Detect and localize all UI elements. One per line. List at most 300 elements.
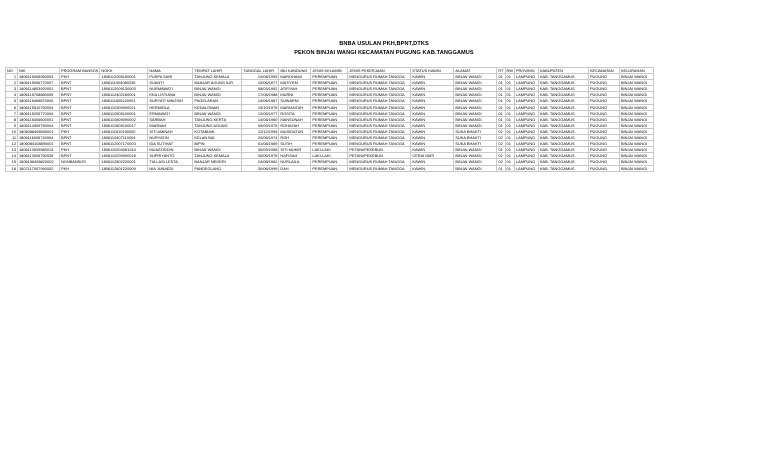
- table-cell: 01: [505, 116, 514, 122]
- table-cell: KAB. TANGGAMUS: [538, 128, 588, 134]
- table-cell: 30/06/1975: [242, 153, 279, 159]
- table-cell: BINJAI WANGI: [454, 159, 497, 165]
- table-cell: 1806110209090018: [100, 153, 148, 159]
- table-cell: 01: [497, 98, 505, 104]
- table-cell: PUSPA SARI: [148, 74, 193, 80]
- table-cell: MENGURUS RUMAH TANGGA: [348, 116, 411, 122]
- table-cell: BINJAI WANGI: [619, 92, 653, 98]
- table-row: [6, 80, 654, 86]
- table-cell: 1806115008950003: [18, 74, 60, 80]
- table-cell: LAMPUNG: [514, 122, 538, 128]
- column-header: NOKK: [100, 68, 148, 74]
- table-cell: BIPIN: [193, 141, 242, 147]
- table-cell: 7: [6, 110, 18, 116]
- table-row: [6, 116, 654, 122]
- table-cell: 1806115708880005: [18, 92, 60, 98]
- table-cell: MARNAH: [148, 122, 193, 128]
- table-cell: KAB. TANGGAMUS: [538, 141, 588, 147]
- table-cell: BINJAI WANGI: [193, 110, 242, 116]
- table-cell: KAB. TANGGAMUS: [538, 165, 588, 171]
- table-cell: 02: [497, 141, 505, 147]
- table-cell: 1806156408620002: [18, 159, 60, 165]
- table-row: [6, 92, 654, 98]
- table-cell: 1806110204081244: [100, 147, 148, 153]
- table-cell: 01: [497, 80, 505, 86]
- table-cell: 1806111004080235: [100, 80, 148, 86]
- table-cell: 1806112007170003: [100, 141, 148, 147]
- table-cell: NURYATIN: [148, 135, 193, 141]
- table-cell: SITI MUKIR: [279, 147, 311, 153]
- table-cell: BANJAR AGUNG ILIR: [193, 80, 242, 86]
- table-cell: TANJUNG KERTA: [193, 116, 242, 122]
- table-cell: PETANI/PEKEBUN: [348, 147, 411, 153]
- table-cell: PEREMPUAN: [311, 159, 348, 165]
- table-cell: ROHAYAH: [279, 122, 311, 128]
- table-cell: 01/08/1989: [242, 141, 279, 147]
- table-cell: PETANI/PEKEBUN: [348, 153, 411, 159]
- table-cell: 02: [497, 128, 505, 134]
- table-cell: IDA SUTIHAT: [148, 141, 193, 147]
- table-cell: MENGURUS RUMAH TANGGA: [348, 74, 411, 80]
- table-cell: LAMPUNG: [514, 98, 538, 104]
- table-cell: 13: [6, 147, 18, 153]
- table-cell: 1806115510750004: [18, 104, 60, 110]
- table-cell: MENGURUS RUMAH TANGGA: [348, 86, 411, 92]
- table-cell: SUPRIYANTO: [148, 153, 193, 159]
- column-header: TANGGAL LAHIR: [242, 68, 279, 74]
- table-cell: 01: [497, 147, 505, 153]
- table-cell: MURNI: [279, 92, 311, 98]
- table-cell: PKH: [60, 147, 100, 153]
- table-cell: 9: [6, 122, 18, 128]
- table-cell: BINJAI WANGI: [454, 98, 497, 104]
- table-cell: 01: [497, 92, 505, 98]
- table-cell: 01: [505, 128, 514, 134]
- table-cell: KAB. TANGGAMUS: [538, 122, 588, 128]
- table-cell: ROSITA: [279, 110, 311, 116]
- column-header: JENIS PEKERJAAN: [348, 68, 411, 74]
- table-row: [6, 86, 654, 92]
- table-cell: LAMPUNG: [514, 128, 538, 134]
- table-cell: 15/10/1975: [242, 104, 279, 110]
- table-cell: BINJAI WANGI: [193, 92, 242, 98]
- table-row: [6, 153, 654, 159]
- table-cell: BPNT: [60, 80, 100, 86]
- table-cell: EKA LISTIANA: [148, 92, 193, 98]
- table-cell: KAWIN: [411, 135, 454, 141]
- table-cell: 6: [6, 104, 18, 110]
- table-cell: BINJAI WANGI: [619, 141, 653, 147]
- report-subtitle: PEKON BINJAI WANGI KECAMATAN PUGUNG KAB.TANGGAMUS: [294, 50, 474, 56]
- table-cell: KAB. TANGGAMUS: [538, 153, 588, 159]
- table-cell: KAB. TANGGAMUS: [538, 110, 588, 116]
- table-cell: 1806110407110004: [100, 135, 148, 141]
- table-cell: BINJAI WANGI: [454, 116, 497, 122]
- table-cell: 1806115205770004: [18, 110, 60, 116]
- table-cell: PEREMPUAN: [311, 122, 348, 128]
- table-cell: LAMPUNG: [514, 92, 538, 98]
- table-cell: PKH: [60, 165, 100, 171]
- table-cell: MAROHAMI: [279, 74, 311, 80]
- table-cell: KAWIN: [411, 80, 454, 86]
- column-header: STATUS KAWIN: [411, 68, 454, 74]
- table-cell: 02: [497, 159, 505, 165]
- table-cell: PUGUNG: [588, 74, 619, 80]
- column-header: KECAMATAN: [588, 68, 619, 74]
- table-cell: LAMPUNG: [514, 135, 538, 141]
- table-cell: BPNT: [60, 153, 100, 159]
- table-cell: BPNT: [60, 135, 100, 141]
- table-cell: BINJAI WANGI: [619, 122, 653, 128]
- table-cell: 8: [6, 116, 18, 122]
- table-cell: 1: [6, 74, 18, 80]
- table-cell: 08/03/1992: [242, 86, 279, 92]
- table-cell: PUGUNG: [588, 80, 619, 86]
- table-cell: ATIFIYAH: [279, 86, 311, 92]
- table-cell: PUGUNG: [588, 153, 619, 159]
- table-cell: PEREMPUAN: [311, 92, 348, 98]
- table-cell: BPNT: [60, 92, 100, 98]
- table-cell: LAMPUNG: [514, 74, 538, 80]
- table-cell: BINJAI WANGI: [619, 98, 653, 104]
- table-cell: BINJAI WANGI: [454, 92, 497, 98]
- table-cell: 01: [505, 147, 514, 153]
- table-cell: 1806110809090002: [100, 116, 148, 122]
- table-cell: 17/08/1988: [242, 92, 279, 98]
- column-header: NAMA: [148, 68, 193, 74]
- table-cell: 30/06/1999: [242, 165, 279, 171]
- table-cell: 1806116006740004: [18, 135, 60, 141]
- table-cell: KAWIN: [411, 116, 454, 122]
- table-cell: KAWIN: [411, 110, 454, 116]
- table-cell: 01: [497, 104, 505, 110]
- table-cell: LAMPUNG: [514, 141, 538, 147]
- table-cell: PUGUNG: [588, 165, 619, 171]
- table-cell: BINJAI WANGI: [454, 104, 497, 110]
- table-cell: LAKI-LAKI: [311, 153, 348, 159]
- table-cell: MENGURUS RUMAH TANGGA: [348, 110, 411, 116]
- table-cell: KAB. TANGGAMUS: [538, 98, 588, 104]
- table-cell: BINJAI WANGI: [619, 104, 653, 110]
- table-cell: SARBAH: [148, 116, 193, 122]
- table-cell: NAFISAH: [279, 153, 311, 159]
- table-header-row: [6, 68, 654, 74]
- table-cell: BINJAI WANGI: [454, 165, 497, 171]
- table-cell: NIA JUNAEDI: [148, 165, 193, 171]
- table-cell: KAB. TANGGAMUS: [538, 135, 588, 141]
- table-cell: BPNT: [60, 98, 100, 104]
- table-cell: 4: [6, 92, 18, 98]
- table-row: [6, 98, 654, 104]
- table-cell: BINJAI WANGI: [619, 128, 653, 134]
- table-cell: BPNT: [60, 122, 100, 128]
- table-cell: PUGUNG: [588, 128, 619, 134]
- table-cell: 1806115006770007: [18, 80, 60, 86]
- table-cell: TANJUNG KEMALA: [193, 74, 242, 80]
- table-cell: BPNT: [60, 110, 100, 116]
- table-cell: PEREMPUAN: [311, 86, 348, 92]
- table-cell: KAWIN: [411, 128, 454, 134]
- table-cell: PUGUNG: [588, 92, 619, 98]
- table-cell: BINJAI WANGI: [619, 153, 653, 159]
- table-cell: 01: [497, 116, 505, 122]
- table-cell: PUGUNG: [588, 116, 619, 122]
- table-cell: 01: [505, 92, 514, 98]
- table-cell: 01: [505, 141, 514, 147]
- table-cell: 01: [505, 153, 514, 159]
- table-row: [6, 110, 654, 116]
- table-cell: 1806113006750026: [18, 153, 60, 159]
- beneficiary-table: [5, 67, 654, 172]
- table-row: [6, 104, 654, 110]
- table-cell: BINJAI WANGI: [193, 86, 242, 92]
- table-cell: BINJAI WANGI: [454, 153, 497, 159]
- table-cell: 1806112601220009: [100, 165, 148, 171]
- table-row: [6, 122, 654, 128]
- table-cell: 1806112009130003: [100, 86, 148, 92]
- table-cell: PAGELARAN: [193, 98, 242, 104]
- table-cell: BPNT: [60, 86, 100, 92]
- table-cell: MENGURUS RUMAH TANGGA: [348, 128, 411, 134]
- table-cell: 1806115406870005: [18, 98, 60, 104]
- table-cell: 24/08/1962: [242, 159, 279, 165]
- table-cell: SUKA BHAKTI: [454, 128, 497, 134]
- table-cell: TANJUNG AGUNG: [193, 122, 242, 128]
- table-cell: 1806114803920001: [18, 86, 60, 92]
- table-cell: MENGURUS RUMAH TANGGA: [348, 92, 411, 98]
- table-cell: LAMPUNG: [514, 116, 538, 122]
- column-header: KELURAHAN: [619, 68, 653, 74]
- table-cell: 01: [505, 98, 514, 104]
- table-cell: KAB. TANGGAMUS: [538, 104, 588, 110]
- column-header: NO: [6, 68, 18, 74]
- table-cell: KAB. TANGGAMUS: [538, 80, 588, 86]
- table-cell: KAWIN: [411, 86, 454, 92]
- table-cell: BINJAI WANGI: [619, 116, 653, 122]
- table-cell: 10: [6, 128, 18, 134]
- column-header: RW: [506, 68, 513, 73]
- table-cell: 02: [497, 153, 505, 159]
- table-cell: 01: [505, 135, 514, 141]
- table-cell: KEDALOMAN: [193, 104, 242, 110]
- table-row: [6, 135, 654, 141]
- table-cell: LAMPUNG: [514, 110, 538, 116]
- table-cell: MENGURUS RUMAH TANGGA: [348, 159, 411, 165]
- table-cell: BINJAI WANGI: [619, 80, 653, 86]
- table-cell: LAMPUNG: [514, 104, 538, 110]
- table-cell: 01: [497, 110, 505, 116]
- table-cell: 01: [505, 122, 514, 128]
- table-cell: BPNT: [60, 141, 100, 147]
- table-row: [6, 141, 654, 147]
- table-cell: 16: [6, 165, 18, 171]
- table-cell: PEREMPUAN: [311, 98, 348, 104]
- table-cell: SUWARNI: [279, 98, 311, 104]
- column-header: PROGRAM BANSOS: [61, 68, 99, 73]
- table-cell: 1807117007990002: [18, 165, 60, 171]
- table-cell: PUGUNG: [588, 135, 619, 141]
- report-header: [0, 40, 768, 58]
- table-cell: 01: [497, 86, 505, 92]
- table-cell: SITI AMINAH: [148, 128, 193, 134]
- table-cell: 10/08/1995: [242, 74, 279, 80]
- table-cell: MENGURUS RUMAH TANGGA: [348, 122, 411, 128]
- table-cell: LAKI-LAKI: [311, 147, 348, 153]
- table-cell: 12/12/1994: [242, 128, 279, 134]
- table-cell: BANJAR NEGERI: [193, 159, 242, 165]
- table-cell: SURYATI NINGSIH: [148, 98, 193, 104]
- table-cell: KAB. TANGGAMUS: [538, 92, 588, 98]
- table-cell: 01: [497, 74, 505, 80]
- table-row: [6, 147, 654, 153]
- table-cell: MENGURUS RUMAH TANGGA: [348, 104, 411, 110]
- table-cell: PUGUNG: [588, 110, 619, 116]
- table-cell: KAWIN: [411, 159, 454, 165]
- table-cell: KOTABUMI: [193, 128, 242, 134]
- table-cell: MUSIDATUN: [279, 128, 311, 134]
- table-row: [6, 165, 654, 171]
- report-title: BNBA USULAN PKH,BPNT,DTKS: [339, 41, 429, 47]
- table-cell: KAWIN: [411, 141, 454, 147]
- table-cell: 1806084108890001: [18, 141, 60, 147]
- table-cell: 14: [6, 153, 18, 159]
- table-cell: 01: [505, 74, 514, 80]
- table-row: [6, 159, 654, 165]
- table-cell: 1806114909750004: [18, 122, 60, 128]
- table-cell: BINJAI WANGI: [619, 159, 653, 165]
- table-cell: ROH: [279, 135, 311, 141]
- table-cell: LAMPUNG: [514, 165, 538, 171]
- table-cell: 01: [505, 110, 514, 116]
- table-cell: KAB. TANGGAMUS: [538, 147, 588, 153]
- table-cell: KAWIN: [411, 98, 454, 104]
- column-header: NIK: [18, 68, 60, 74]
- table-cell: 1806112402160001: [100, 92, 148, 98]
- table-cell: KAB. TANGGAMUS: [538, 116, 588, 122]
- table-cell: BINJAI WANGI: [454, 74, 497, 80]
- table-cell: 01: [505, 104, 514, 110]
- table-cell: PEREMPUAN: [311, 141, 348, 147]
- table-cell: 01: [497, 122, 505, 128]
- table-cell: BINJAI WANGI: [619, 74, 653, 80]
- table-cell: PEREMPUAN: [311, 135, 348, 141]
- table-cell: LAMPUNG: [514, 80, 538, 86]
- table-cell: 20/06/1974: [242, 135, 279, 141]
- table-cell: 14/06/1960: [242, 116, 279, 122]
- table-cell: NURMAWATI: [148, 86, 193, 92]
- column-header: ALAMAT: [454, 68, 497, 74]
- table-cell: 12/05/1977: [242, 110, 279, 116]
- table-cell: MENGURUS RUMAH TANGGA: [348, 165, 411, 171]
- table-cell: LAMPUNG: [514, 159, 538, 165]
- table-cell: SUKA BHAKTI: [454, 141, 497, 147]
- table-cell: PUGUNG: [588, 86, 619, 92]
- table-cell: KAWIN: [411, 147, 454, 153]
- column-header: TEMPAT LAHIR: [193, 68, 242, 74]
- table-cell: 01: [505, 159, 514, 165]
- table-cell: KAB. TANGGAMUS: [538, 86, 588, 92]
- table-cell: PUGUNG: [588, 159, 619, 165]
- table-cell: PEREMPUAN: [311, 165, 348, 171]
- table-cell: 01: [497, 165, 505, 171]
- table-row: [6, 74, 654, 80]
- column-header: JENIS KELAMIN: [311, 68, 348, 74]
- table-cell: 1806112809100017: [100, 122, 148, 128]
- table-cell: 1806112005150001: [100, 74, 148, 80]
- table-cell: MUAZZIDDIN: [148, 147, 193, 153]
- table-cell: PEREMPUAN: [311, 110, 348, 116]
- table-cell: KAWIN: [411, 165, 454, 171]
- table-cell: KAB. TANGGAMUS: [538, 74, 588, 80]
- table-cell: BPNT: [60, 116, 100, 122]
- table-cell: 12: [6, 141, 18, 147]
- table-cell: BINJAI WANGI: [619, 86, 653, 92]
- table-cell: BPNT: [60, 104, 100, 110]
- table-cell: PEREMPUAN: [311, 74, 348, 80]
- table-cell: PEREMPUAN: [311, 104, 348, 110]
- table-cell: 5: [6, 98, 18, 104]
- table-cell: KAWIN: [411, 74, 454, 80]
- table-cell: PKH: [60, 128, 100, 134]
- table-cell: KAWIN: [411, 122, 454, 128]
- table-cell: BINJAI WANGI: [619, 135, 653, 141]
- column-header: IBU KANDUNG: [279, 68, 311, 74]
- table-row: [6, 128, 654, 134]
- table-cell: LAMPUNG: [514, 153, 538, 159]
- table-cell: MARIANTAH: [279, 104, 311, 110]
- table-cell: DAH: [279, 165, 311, 171]
- table-cell: TANJUNG KEMALA: [193, 153, 242, 159]
- table-cell: PUGUNG: [588, 104, 619, 110]
- table-cell: 3: [6, 86, 18, 92]
- table-cell: BINJAI WANGI: [454, 147, 497, 153]
- table-cell: 1806110309090021: [100, 104, 148, 110]
- table-cell: 1806112802220001: [100, 159, 148, 165]
- table-cell: BINJAI WANGI: [454, 110, 497, 116]
- table-cell: PKH: [60, 74, 100, 80]
- column-header: PROVINSI: [514, 68, 538, 74]
- table-cell: LAMPUNG: [514, 147, 538, 153]
- table-cell: LAMPUNG: [514, 86, 538, 92]
- table-cell: 1806111810190002: [100, 128, 148, 134]
- table-cell: BINJAI WANGI: [619, 165, 653, 171]
- table-cell: PUGUNG: [588, 141, 619, 147]
- table-cell: CERAI MATI: [411, 153, 454, 159]
- table-cell: 1806113009580013: [18, 147, 60, 153]
- table-cell: BINJAI WANGI: [619, 147, 653, 153]
- table-cell: BINJAI WANGI: [454, 122, 497, 128]
- table-cell: MENGURUS RUMAH TANGGA: [348, 141, 411, 147]
- table-cell: BINJAI WANGI: [454, 86, 497, 92]
- table-cell: PEREMPUAN: [311, 116, 348, 122]
- table-cell: PUGUNG: [588, 98, 619, 104]
- table-cell: 15: [6, 159, 18, 165]
- table-cell: KAWIN: [411, 92, 454, 98]
- table-cell: MANSUNAH: [279, 116, 311, 122]
- table-cell: 1806086408940001: [18, 128, 60, 134]
- table-cell: PUGUNG: [588, 147, 619, 153]
- table-cell: 01: [505, 80, 514, 86]
- table-cell: 11: [6, 135, 18, 141]
- column-header: KABUPATEN: [538, 68, 588, 74]
- table-cell: PANDEGLANG: [193, 165, 242, 171]
- table-cell: 1806115406600001: [18, 116, 60, 122]
- table-cell: 2: [6, 80, 18, 86]
- table-cell: 1806111605120001: [100, 98, 148, 104]
- table-cell: PEREMPUAN: [311, 80, 348, 86]
- table-cell: KAWIN: [411, 104, 454, 110]
- table-body: [6, 74, 654, 172]
